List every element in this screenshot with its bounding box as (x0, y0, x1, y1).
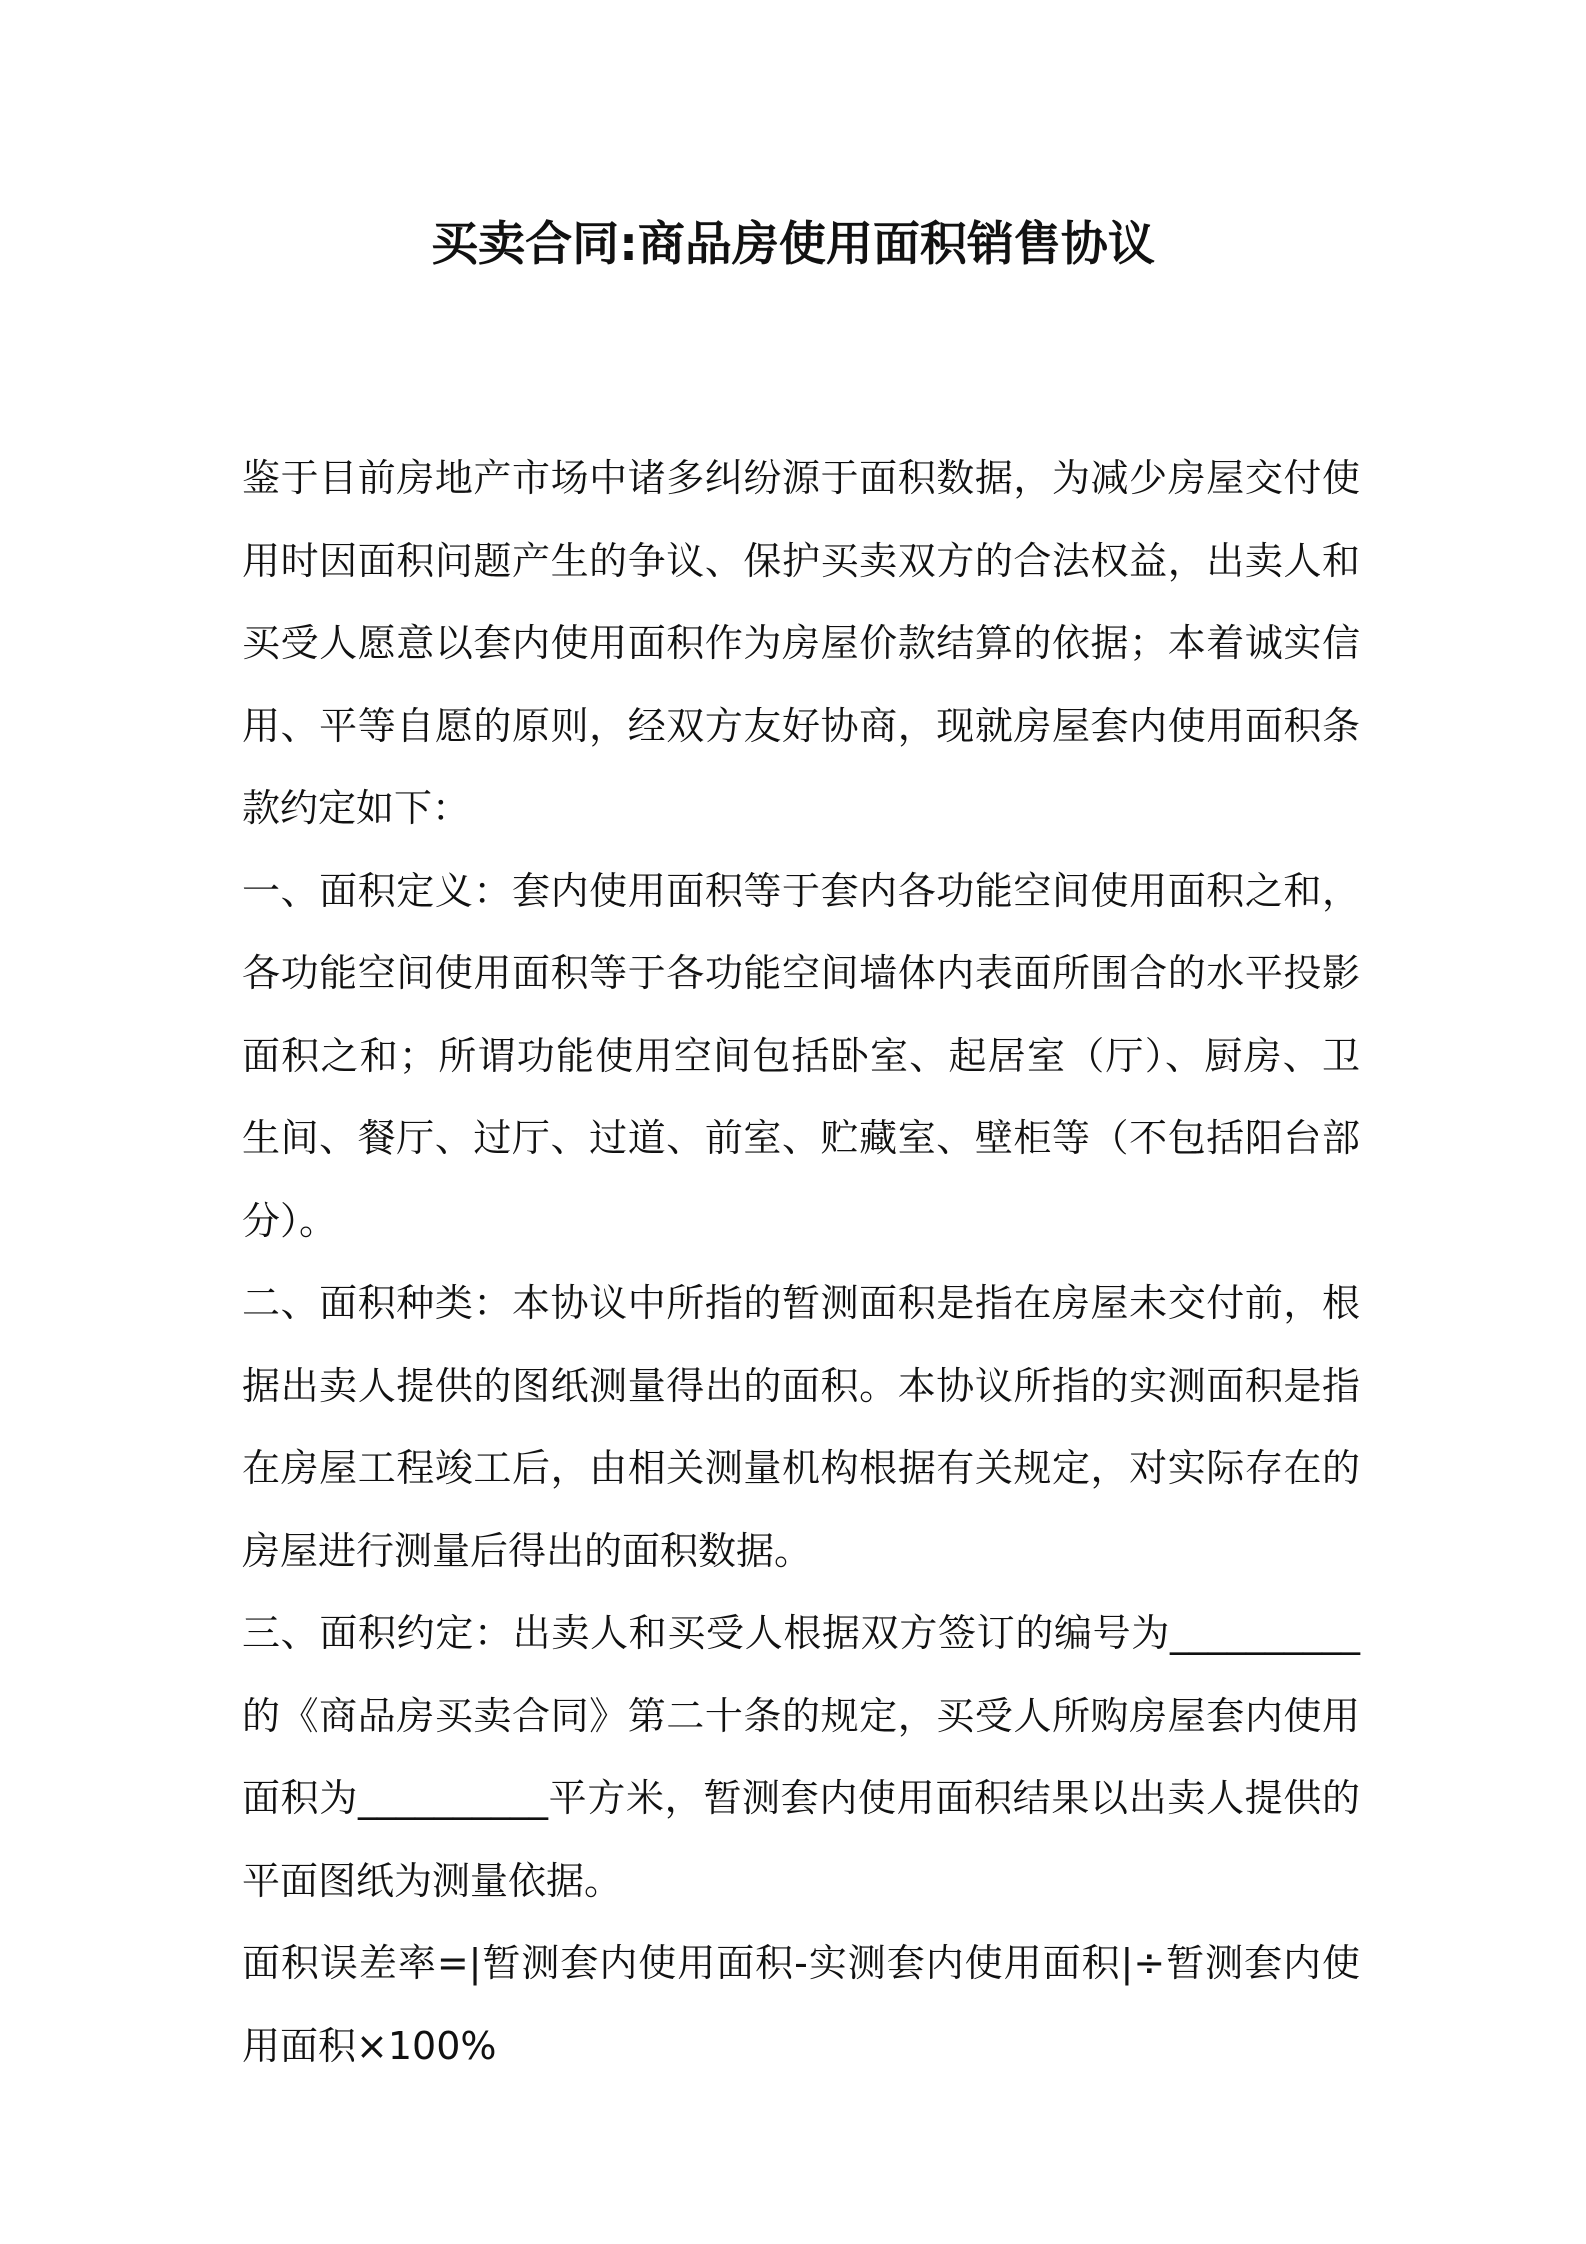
area-error-formula: 面积误差率=|暂测套内使用面积-实测套内使用面积|÷暂测套内使用面积×100% (242, 1941, 1360, 2068)
clause-area-types: 二、面积种类：本协议中所指的暂测面积是指在房屋未交付前，根据出卖人提供的图纸测量得出的面积。本协议所指的实测面积是指在房屋工程竣工后，由相关测量机构根据有关规定，对实际存在的房屋进行测量后得出的面积数据。 (242, 1281, 1360, 1573)
clause-area-agreement: 三、面积约定：出卖人和买受人根据双方签订的编号为__________的《商品房买卖合同》第二十条的规定，买受人所购房屋套内使用面积为__________平方米，暂测套内使用面积结果以出卖人提供的平面图纸为测量依据。 (242, 1611, 1360, 1903)
intro-paragraph: 鉴于目前房地产市场中诸多纠纷源于面积数据，为减少房屋交付使用时因面积问题产生的争议、保护买卖双方的合法权益，出卖人和买受人愿意以套内使用面积作为房屋价款结算的依据；本着诚实信用、平等自愿的原则，经双方友好协商，现就房屋套内使用面积条款约定如下： (242, 456, 1360, 830)
document-body (242, 437, 1360, 2087)
document-title: 买卖合同:商品房使用面积销售协议 (431, 217, 1155, 272)
clause-area-definition: 一、面积定义：套内使用面积等于套内各功能空间使用面积之和，各功能空间使用面积等于各功能空间墙体内表面所围合的水平投影面积之和；所谓功能使用空间包括卧室、起居室（厅）、厨房、卫生间、餐厅、过厅、过道、前室、贮藏室、壁柜等（不包括阳台部分）。 (242, 868, 1360, 1243)
